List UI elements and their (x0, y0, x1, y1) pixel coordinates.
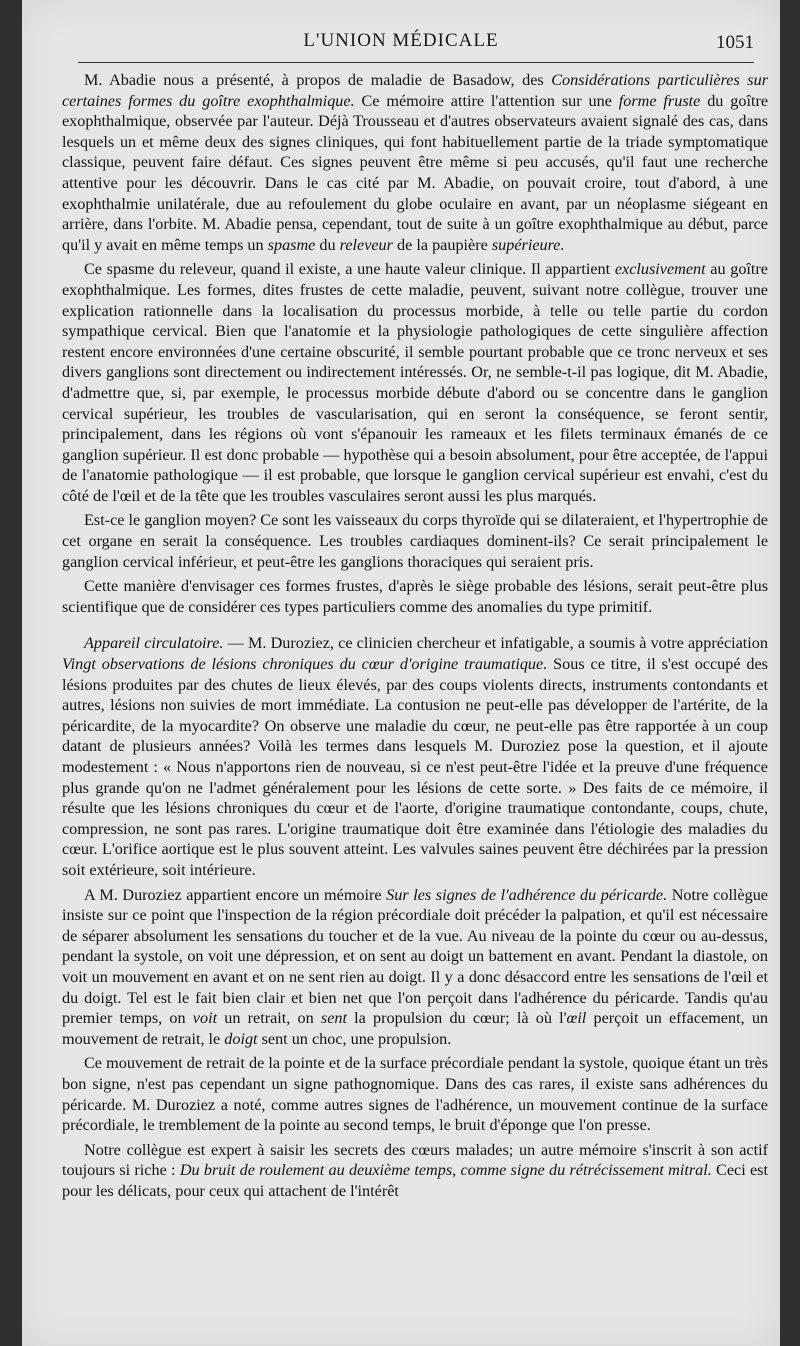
text-run: la propulsion du cœur; là où l' (346, 1009, 567, 1028)
paragraph-bruit-roulement (62, 1140, 768, 1202)
italic-run: Sur les signes de l'adhérence du péricarde. (386, 885, 668, 904)
text-run: Est-ce le ganglion moyen? Ce sont les vaisseaux du corps thyroïde qui se dilateraient, et l'hypertrophie de cet organe en serait la conséquence. Les troubles cardiaques dominent-ils? Ce serait principalement le ganglion cervical inférieur, et peut-être les ganglions thoraciques qui seraient pris. (62, 511, 768, 571)
text-run: — M. Duroziez, ce clinicien chercheur et infatigable, a soumis à votre appréciation (223, 634, 768, 653)
text-run: Ce spasme du releveur, quand il existe, a une haute valeur clinique. Il appartient (84, 260, 615, 279)
page-header (22, 22, 780, 62)
text-run: perçoit un effacement, un mouvement de retrait, le (62, 1009, 769, 1048)
text-run: du (315, 235, 340, 254)
italic-run: Appareil circulatoire. (84, 634, 224, 653)
italic-run: spasme (267, 235, 316, 254)
text-run: Sous ce titre, il s'est occupé des lésions produites par des chutes de lieux élevés, par des coups violents directs, instruments contondants et autres, lésions non suivies de mort immédiate. La contusion ne peut-elle pas développer de l'artérite, de la péricardite, de la myocardite? On observe une maladie du cœur, ne peut-elle pas être rapportée à un coup datant de plusieurs années? Voilà les termes dans lesquels M. Duroziez pose la question, et il ajoute modestement : « Nous n'apportons rien de nouveau, si ce n'est peut-être l'idée et la preuve d'une fréquence plus grande qu'on ne l'admet généralement pour les lésions de cette sorte. » Des faits de ce mémoire, il résulte que les lésions chroniques du cœur et de l'aorte, d'origine traumatique contondante, coups, chute, compression, ne sont pas rares. L'origine traumatique doit être examinée dans l'étiologie des maladies du cœur. L'orifice aortique est le plus souvent atteint. Les valvules saines peuvent être déchirées par la pression soit extérieure, soit intérieure. (62, 655, 768, 879)
text-run: au goître exophthalmique. Les formes, dites frustes de cette maladie, peuvent, suivant notre collègue, trouver une explication rationnelle dans la localisation du processus morbide, à telle ou telle partie du cordon sympathique cervical. Bien que l'anatomie et la physiologie pathologiques de cette singulière affection restent encore environnées d'une certaine obscurité, il semble pourtant probable que ce tronc nerveux et ses divers ganglions sont directement ou indirectement intéressés. Or, ne semble-t-il pas logique, dit M. Abadie, d'admettre que, si, par exemple, le processus morbide débute d'abord ou se concentre dans le ganglion cervical supérieur, les troubles de vascularisation, qui en seront la conséquence, se feront sentir, principalement, dans les régions où vont s'épanouir les rameaux et les filets terminaux émanés de ce ganglion supérieur. Il est donc probable — hypothèse qui a besoin absolument, pour être acceptée, de l'appui de l'anatomie pathologique — il est probable, que lorsque le ganglion cervical supérieur est envahi, c'est du côté de l'œil et de la tête que les troubles vasculaires seront aussi les plus marqués. (62, 260, 768, 505)
text-run: de la paupière (392, 235, 492, 254)
italic-run: releveur (339, 235, 393, 254)
paragraph-appareil-circulatoire (62, 633, 768, 880)
text-run: du goître exophthalmique, observée par l'auteur. Déjà Trousseau et d'autres observateurs avaient signalé des cas, dans lesquels un et même deux des signes cliniques, qui font habituellement partie de la triade symptomatique classique, peuvent faire défaut. Ces signes peuvent être même si peu accusés, qu'il faut une recherche attentive pour les découvrir. Dans le cas cité par M. Abadie, on pouvait croire, tout d'abord, à une exophthalmie unilatérale, due au refoulement du globe oculaire en avant, par un néoplasme siégeant en arrière, dans l'orbite. M. Abadie pensa, cependant, tout de suite à un goître exophthalmique au début, parce qu'il y avait en même temps un (62, 91, 769, 254)
paragraph-spasme-releveur (62, 259, 768, 506)
italic-run: Vingt observations de lésions chroniques du cœur d'origine traumatique. (62, 655, 548, 674)
paragraph-retrait-pointe (62, 1053, 768, 1135)
text-run: Ce mouvement de retrait de la pointe et de la surface précordiale pendant la systole, quoique étant un très bon signe, n'est pas cependant un signe pathognomique. Dans des cas rares, il existe sans adhérences du péricarde. M. Duroziez a noté, comme autres signes de l'adhérence, un mouvement continue de la surface précordiale, le tremblement de la pointe au second temps, le bruit d'éponge que l'on presse. (62, 1054, 768, 1135)
italic-run: Considérations particulières sur certaines formes du goître exophthalmique. (62, 71, 768, 110)
text-run: Ceci est pour les délicats, pour ceux qui attachent de l'intérêt (62, 1161, 768, 1200)
text-run: M. Abadie nous a présenté, à propos de maladie de Basadow, des (84, 71, 552, 89)
italic-run: sent (320, 1009, 347, 1028)
italic-run: œil (566, 1009, 587, 1028)
italic-run: supérieure. (491, 235, 565, 254)
paragraph-abadie-intro (62, 70, 768, 255)
header-rule (78, 62, 754, 63)
running-title: L'UNION MÉDICALE (303, 30, 499, 51)
text-run: Cette manière d'envisager ces formes frustes, d'après le siège probable des lésions, serait peut-être plus scientifique que de considérer ces types particuliers comme des anomalies du type primitif. (62, 577, 768, 616)
journal-page (22, 0, 780, 1346)
paragraph-adherence-pericarde (62, 885, 768, 1050)
italic-run: Du bruit de roulement au deuxième temps, comme signe du rétrécissement mitral. (179, 1161, 712, 1180)
italic-run: forme fruste (618, 91, 701, 110)
paragraph-formes-frustes (62, 576, 768, 617)
article-body (62, 70, 768, 1205)
text-run: sent un choc, une propulsion. (257, 1029, 452, 1048)
text-run: Ce mémoire attire l'attention sur une (354, 91, 619, 110)
italic-run: voit (192, 1009, 218, 1028)
paragraph-ganglion-moyen (62, 510, 768, 572)
italic-run: doigt (224, 1029, 258, 1048)
italic-run: exclusivement (614, 260, 706, 279)
text-run: A M. Duroziez appartient encore un mémoire (84, 885, 387, 904)
text-run: Notre collègue est expert à saisir les secrets des cœurs malades; un autre mémoire s'inscrit à son actif toujours si riche : (62, 1140, 768, 1180)
text-run: un retrait, on (217, 1009, 321, 1028)
page-number: 1051 (716, 32, 754, 53)
text-run: Notre collègue insiste sur ce point que l'inspection de la région précordiale doit précéder la palpation, et qu'il est nécessaire de séparer absolument les sensations du toucher et de la vue. Au niveau de la pointe du cœur ou au-dessus, pendant la systole, on voit une dépression, et on sent au doigt un battement en avant. Pendant la diastole, on voit un mouvement en avant et on ne sent rien au doigt. Il y a donc désaccord entre les sensations de l'œil et du doigt. Tel est le fait bien clair et bien net que l'on perçoit dans l'adhérence du péricarde. Tandis qu'au premier temps, on (62, 885, 768, 1028)
